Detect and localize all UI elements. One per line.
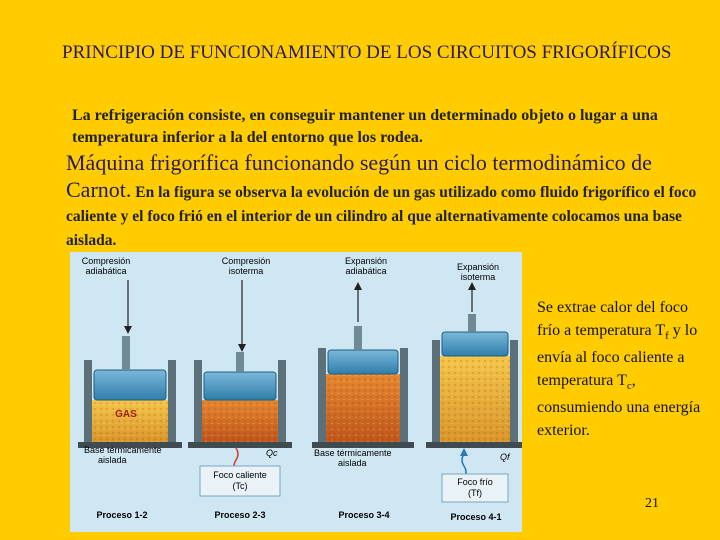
side-text-part3: , consumiendo una energía exterior. [537,371,701,439]
piston-rod-3 [354,326,362,350]
top-label-4-line1: Expansión [456,262,500,272]
process-label-2: Proceso 2-3 [214,510,266,520]
carnot-paragraph [66,151,716,253]
page-title: PRINCIPIO DE FUNCIONAMIENTO DE LOS CIRCUITOS FRIGORÍFICOS [62,42,672,63]
top-label-2-line1: Compresión [221,256,271,266]
heat-label-qf: Qf [500,452,510,462]
side-text-part1: Se extrae calor del foco frío a temperatura T [537,299,689,339]
page-number: 21 [645,496,659,511]
focus-label-cold-line1: Foco frío [457,477,493,487]
piston-1 [94,370,166,400]
base-label-2-line1: Base térmicamente [314,448,392,458]
side-text-sub-c: c [626,379,632,392]
focus-label-cold-line2: (Tf) [468,488,482,498]
intro-paragraph: La refrigeración consiste, en conseguir mantener un determinado objeto o lugar a una temperatura inferior a la del entorno que los rodea. [72,107,658,146]
process-label-1: Proceso 1-2 [96,510,148,520]
top-label-2-line2: isoterma [228,266,264,276]
top-label-4-line2: isoterma [460,272,496,282]
gas-label: GAS [115,409,137,420]
carnot-cycle-figure [70,252,522,532]
focus-label-hot-line1: Foco caliente [213,470,267,480]
top-label-3-line2: adiabática [345,266,387,276]
carnot-text: En la figura se observa la evolución de un gas utilizado como fluido frigorífico el foco caliente y el foco frió en el interior de un cilindro al que alternativamente colocamos una base aislada. [66,184,697,249]
base-label-1-line1: Base térmicamente [84,445,162,455]
top-label-3-line1: Expansión [344,256,388,266]
side-text-part2: y lo envía al foco caliente a temperatura T [537,321,698,389]
piston-rod-2 [236,352,244,372]
side-explanation [537,297,707,442]
carnot-heading: Máquina frigorífica funcionando según un ciclo termodinámico de Carnot. [66,150,652,202]
side-text-sub-f: f [665,329,669,342]
piston-2 [204,372,276,400]
process-label-4: Proceso 4-1 [450,512,502,522]
top-label-1-line2: adiabática [85,266,127,276]
base-label-2-line2: aislada [338,458,367,468]
carnot-cycle-illustration [70,252,522,532]
piston-4 [442,332,508,356]
process-label-3: Proceso 3-4 [338,510,390,520]
piston-3 [328,350,398,374]
heat-label-qc: Qc [266,448,278,458]
top-label-1-line1: Compresión [81,256,131,266]
piston-rod-4 [468,314,476,332]
piston-rod-1 [122,336,130,370]
base-label-1-line2: aislada [98,455,127,465]
focus-label-hot-line2: (Tc) [232,481,248,491]
